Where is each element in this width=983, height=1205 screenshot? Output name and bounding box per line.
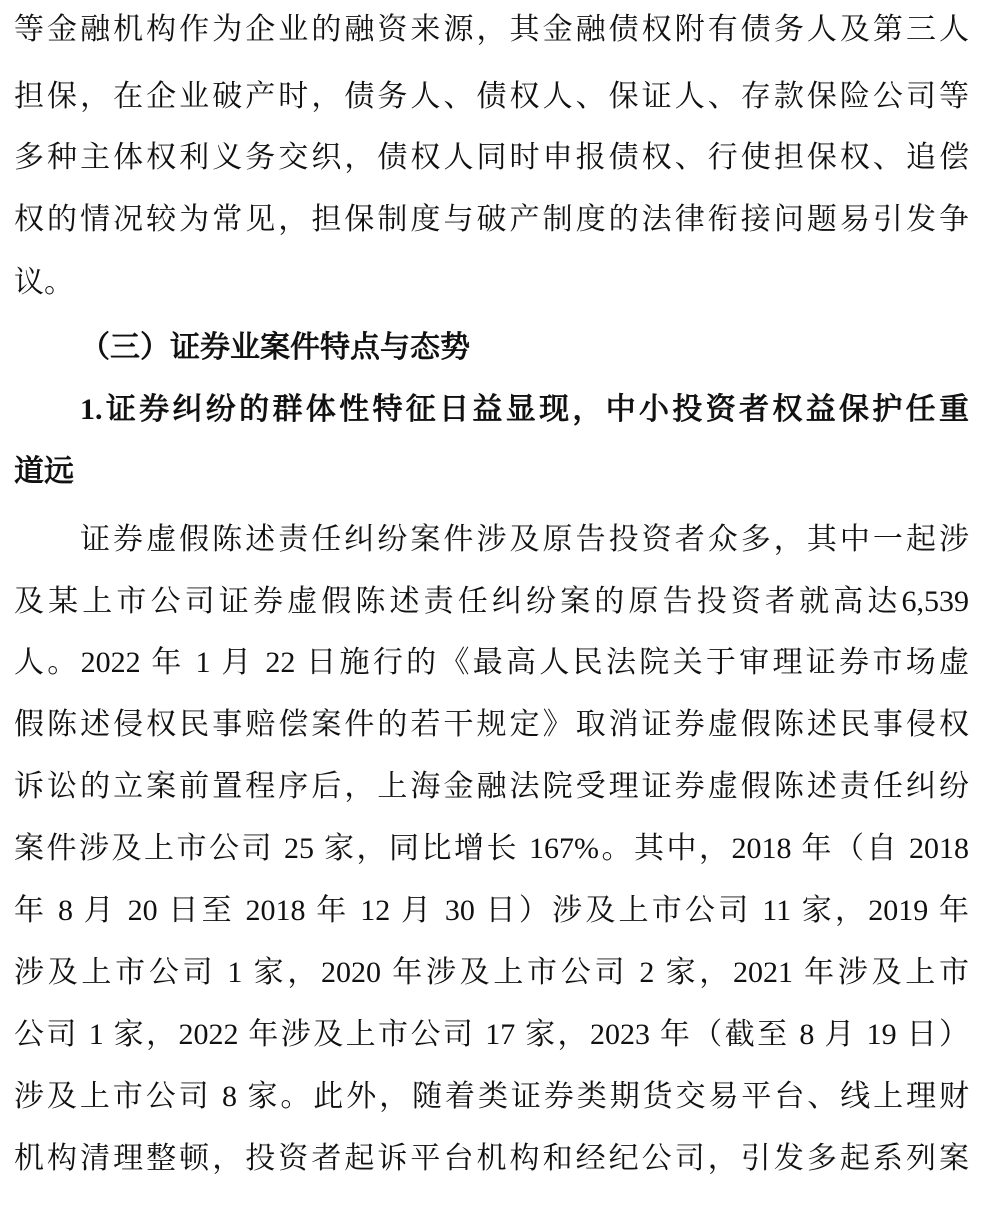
text-line: 诉讼的立案前置程序后，上海金融法院受理证券虚假陈述责任纠纷: [14, 770, 969, 803]
text-line: 机构清理整顿，投资者起诉平台机构和经纪公司，引发多起系列案: [14, 1142, 969, 1175]
text-line: 权的情况较为常见，担保制度与破产制度的法律衔接问题易引发争: [14, 203, 969, 236]
text-line: 议。: [14, 266, 74, 299]
subheading-line: 道远: [14, 455, 74, 488]
subheading-line: 1.证券纠纷的群体性特征日益显现，中小投资者权益保护任重: [80, 393, 969, 426]
text-line: 人。2022 年 1 月 22 日施行的《最高人民法院关于审理证券市场虚: [14, 646, 969, 679]
text-line: 等金融机构作为企业的融资来源，其金融债权附有债务人及第三人: [14, 13, 969, 46]
text-line: 担保，在企业破产时，债务人、债权人、保证人、存款保险公司等: [14, 80, 969, 113]
text-line: 多种主体权利义务交织，债权人同时申报债权、行使担保权、追偿: [14, 141, 969, 174]
text-line: 及某上市公司证券虚假陈述责任纠纷案的原告投资者就高达6,539: [14, 585, 969, 618]
text-line: 涉及上市公司 1 家，2020 年涉及上市公司 2 家，2021 年涉及上市: [14, 956, 969, 989]
text-line: 案件涉及上市公司 25 家，同比增长 167%。其中，2018 年（自 2018: [14, 832, 969, 865]
text-line: 涉及上市公司 8 家。此外，随着类证券类期货交易平台、线上理财: [14, 1080, 969, 1113]
text-line: 假陈述侵权民事赔偿案件的若干规定》取消证券虚假陈述民事侵权: [14, 708, 969, 741]
text-line: 年 8 月 20 日至 2018 年 12 月 30 日）涉及上市公司 11 家，2019 年: [14, 894, 969, 927]
text-line: 公司 1 家，2022 年涉及上市公司 17 家，2023 年（截至 8 月 19 日）: [14, 1018, 969, 1051]
section-heading: （三）证券业案件特点与态势: [80, 331, 470, 364]
text-line: 证券虚假陈述责任纠纷案件涉及原告投资者众多，其中一起涉: [80, 523, 969, 556]
